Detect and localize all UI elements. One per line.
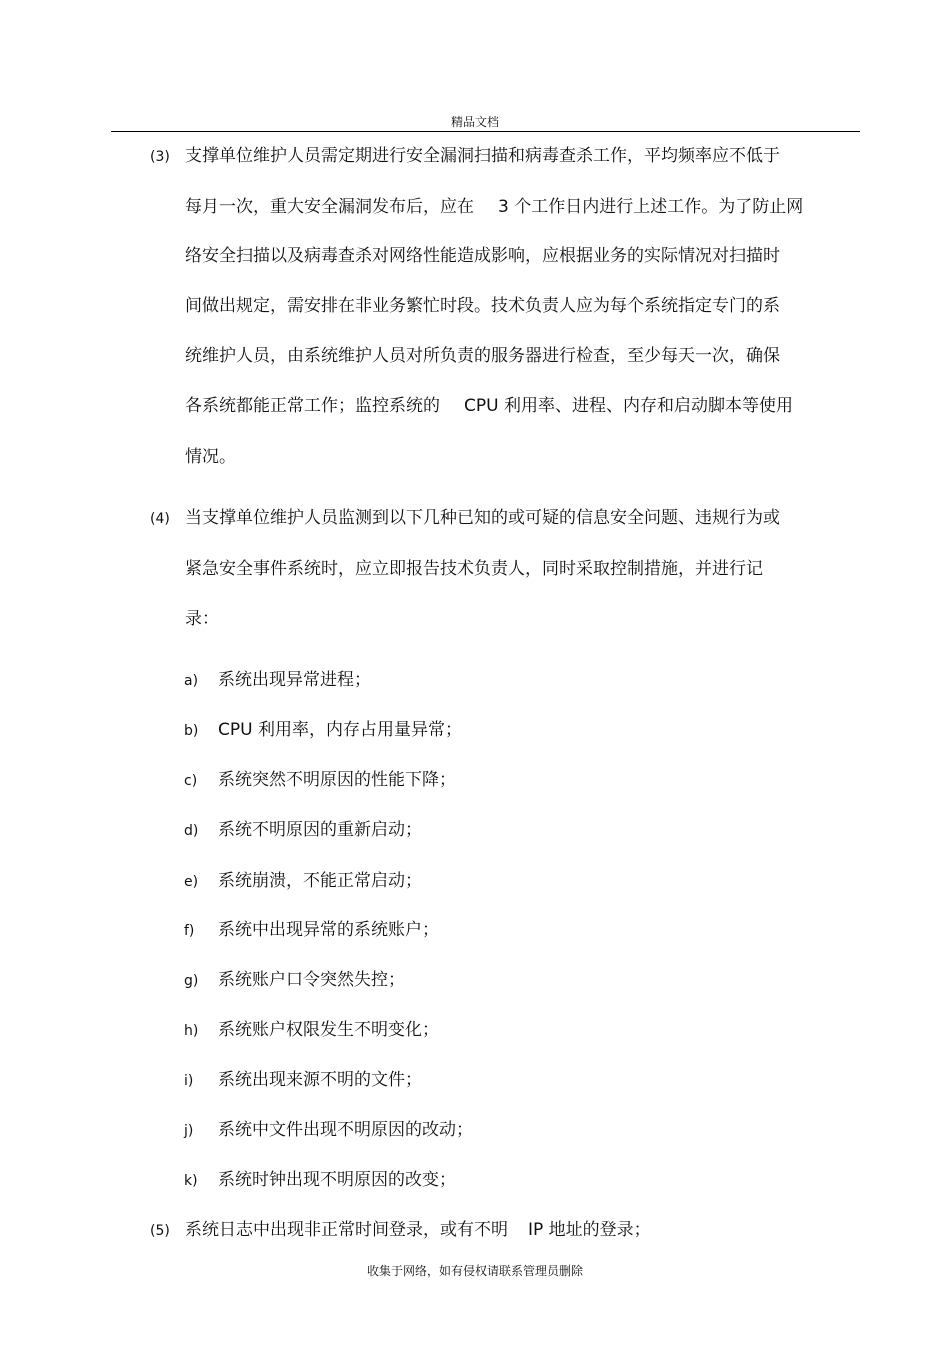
section-4-line-3: 录： xyxy=(185,609,219,629)
list-item: 系统中文件出现不明原因的改动； xyxy=(218,1120,473,1140)
section-5-line-1a: 系统日志中出现非正常时间登录，或有不明 xyxy=(185,1220,508,1240)
list-item: 系统突然不明原因的性能下降； xyxy=(218,770,456,790)
section-3-line-2 xyxy=(185,196,803,218)
list-item-label: h) xyxy=(184,1023,199,1039)
header-rule xyxy=(111,131,860,132)
list-item: 系统不明原因的重新启动； xyxy=(218,820,422,840)
list-item-label: k) xyxy=(184,1173,198,1189)
list-item: 系统账户口令突然失控； xyxy=(218,970,405,990)
list-item: 系统中出现异常的系统账户； xyxy=(218,920,439,940)
list-item: CPU 利用率，内存占用量异常； xyxy=(218,720,462,740)
section-5-line-1b: IP 地址的登录； xyxy=(528,1220,651,1240)
list-item-label: b) xyxy=(184,723,199,739)
section-3-line-2b: 3 个工作日内进行上述工作。为了防止网 xyxy=(498,197,804,217)
section-number-3: (3) xyxy=(150,149,170,165)
list-item-label: i) xyxy=(184,1073,194,1089)
section-5-line-1 xyxy=(185,1219,651,1241)
list-item: 系统账户权限发生不明变化； xyxy=(218,1020,439,1040)
list-item-label: j) xyxy=(184,1123,194,1139)
section-3-line-6a: 各系统都能正常工作；监控系统的 xyxy=(185,396,440,416)
section-3-line-6b: CPU 利用率、进程、内存和启动脚本等使用 xyxy=(464,396,793,416)
list-item-label: g) xyxy=(184,973,199,989)
list-item: 系统崩溃，不能正常启动； xyxy=(218,871,422,891)
section-3-line-1: 支撑单位维护人员需定期进行安全漏洞扫描和病毒查杀工作，平均频率应不低于 xyxy=(185,146,780,166)
list-item-label: d) xyxy=(184,823,199,839)
list-item: 系统出现异常进程； xyxy=(218,670,371,690)
list-item-label: e) xyxy=(184,874,199,890)
list-item: 系统出现来源不明的文件； xyxy=(218,1070,422,1090)
list-item-label: f) xyxy=(184,923,195,939)
section-3-line-6 xyxy=(185,395,793,417)
page-footer: 收集于网络，如有侵权请联系管理员删除 xyxy=(366,1264,583,1278)
section-3-line-7: 情况。 xyxy=(185,447,236,467)
list-item-label: c) xyxy=(184,773,198,789)
section-number-4: (4) xyxy=(150,511,170,527)
section-4-line-1: 当支撑单位维护人员监测到以下几种已知的或可疑的信息安全问题、违规行为或 xyxy=(185,508,780,528)
section-3-line-5: 统维护人员，由系统维护人员对所负责的服务器进行检查，至少每天一次，确保 xyxy=(185,346,780,366)
list-item: 系统时钟出现不明原因的改变； xyxy=(218,1170,456,1190)
section-number-5: (5) xyxy=(150,1223,170,1239)
section-3-line-2a: 每月一次，重大安全漏洞发布后，应在 xyxy=(185,197,474,217)
section-3-line-4: 间做出规定，需安排在非业务繁忙时段。技术负责人应为每个系统指定专门的系 xyxy=(185,296,780,316)
list-item-label: a) xyxy=(184,673,199,689)
section-4-line-2: 紧急安全事件系统时，应立即报告技术负责人，同时采取控制措施，并进行记 xyxy=(185,559,763,579)
page-header: 精品文档 xyxy=(450,115,499,129)
section-3-line-3: 络安全扫描以及病毒查杀对网络性能造成影响，应根据业务的实际情况对扫描时 xyxy=(185,246,780,266)
